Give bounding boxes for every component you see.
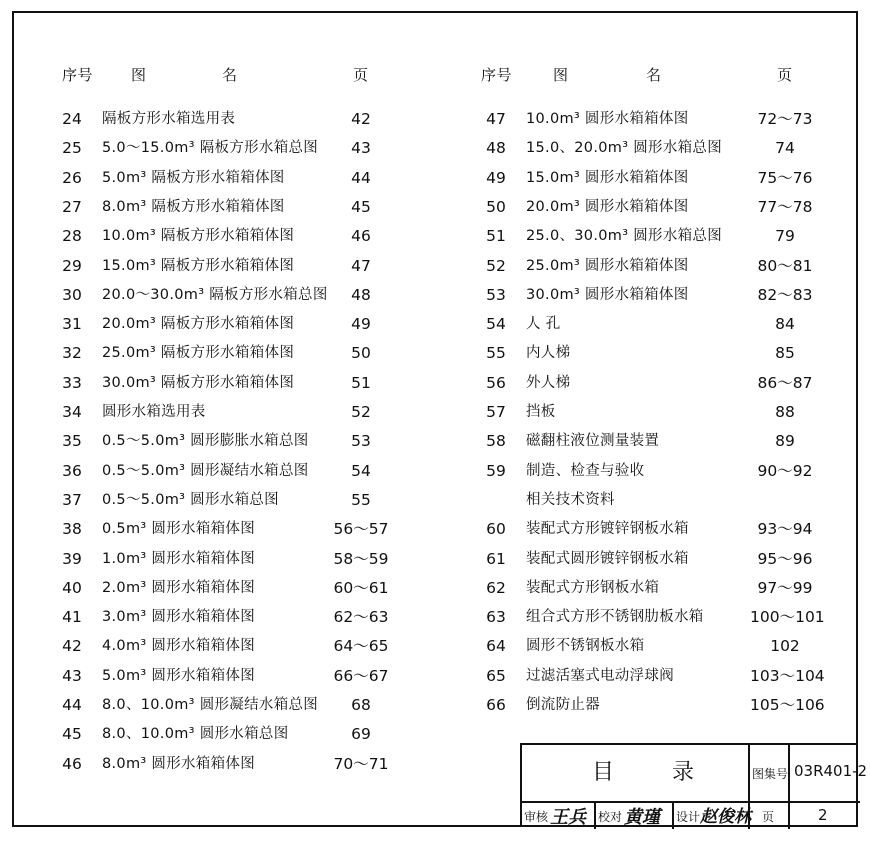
- page-number: 2: [818, 806, 828, 824]
- list-item: [466, 105, 830, 134]
- item-number: 66: [486, 696, 506, 714]
- item-number: 33: [62, 373, 82, 392]
- item-title: 隔板方形水箱选用表: [102, 111, 236, 127]
- item-number: 26: [62, 168, 82, 187]
- item-number: 43: [62, 666, 82, 685]
- list-item: [42, 427, 406, 456]
- item-number: 38: [62, 520, 82, 539]
- item-page: 90～92: [757, 461, 813, 480]
- item-page: 52: [351, 403, 371, 421]
- item-title: 0.5～5.0m³ 圆形水箱总图: [102, 491, 279, 508]
- item-number: 40: [62, 578, 82, 597]
- item-number: 29: [62, 256, 82, 275]
- item-title: 内人梯: [526, 345, 571, 362]
- item-number: 35: [62, 432, 82, 451]
- item-page: 93～94: [757, 520, 813, 539]
- item-page: 48: [351, 285, 371, 304]
- item-title: 4.0m³ 圆形水箱箱体图: [102, 638, 256, 655]
- item-page: 74: [775, 139, 795, 158]
- item-number: 28: [62, 227, 82, 246]
- item-page: 80～81: [757, 256, 813, 275]
- item-number: 64: [486, 637, 506, 656]
- page-label: 页: [762, 810, 775, 824]
- item-number: 27: [62, 197, 82, 216]
- item-page: 102: [770, 637, 800, 656]
- item-number: 59: [486, 461, 506, 480]
- item-title: 0.5～5.0m³ 圆形凝结水箱总图: [102, 462, 309, 479]
- item-number: 49: [486, 168, 506, 187]
- list-item: [466, 281, 830, 310]
- list-item: [466, 222, 830, 251]
- list-item: [466, 310, 830, 339]
- item-number: 36: [62, 461, 82, 480]
- item-number: 46: [62, 754, 82, 773]
- check-label: 校对: [598, 810, 623, 824]
- item-title: 30.0m³ 隔板方形水箱箱体图: [102, 374, 295, 391]
- header-name-b-left: 名: [222, 66, 238, 84]
- item-page: 84: [775, 315, 795, 334]
- item-number: 44: [62, 696, 82, 714]
- item-number: 54: [486, 315, 506, 334]
- item-title: 25.0m³ 隔板方形水箱箱体图: [102, 345, 295, 362]
- list-item: [42, 134, 406, 163]
- item-page: 56～57: [333, 520, 389, 539]
- item-number: 41: [62, 608, 82, 627]
- item-title: 15.0m³ 圆形水箱箱体图: [526, 169, 689, 186]
- item-number: 47: [486, 110, 506, 128]
- item-title: 组合式方形不锈钢肋板水箱: [526, 609, 704, 626]
- item-title: 20.0m³ 圆形水箱箱体图: [526, 198, 689, 215]
- item-page: 64～65: [333, 637, 389, 656]
- item-page: 69: [351, 725, 371, 744]
- item-number: 55: [486, 344, 506, 363]
- review-label: 审核: [524, 810, 549, 824]
- item-title: 10.0m³ 隔板方形水箱箱体图: [102, 228, 295, 245]
- item-title: 圆形水箱选用表: [102, 404, 206, 420]
- item-number: 45: [62, 725, 82, 744]
- list-item: [42, 398, 406, 427]
- item-number: 24: [62, 110, 82, 128]
- item-page: 86～87: [757, 373, 813, 392]
- item-page: 75～76: [757, 168, 813, 187]
- item-title: 30.0m³ 圆形水箱箱体图: [526, 286, 689, 303]
- header-page-left: 页: [353, 66, 369, 84]
- item-title: 25.0m³ 圆形水箱箱体图: [526, 257, 689, 274]
- item-page: 82～83: [757, 285, 813, 304]
- list-item: [42, 369, 406, 398]
- list-item: [42, 662, 406, 691]
- design-label: 设计: [676, 810, 701, 824]
- item-title: 装配式方形镀锌钢板水箱: [526, 521, 689, 538]
- list-item: [42, 193, 406, 222]
- header-seq-left: 序号: [62, 66, 94, 84]
- header-page-right: 页: [777, 66, 793, 84]
- item-title: 5.0m³ 隔板方形水箱箱体图: [102, 169, 285, 186]
- item-number: 53: [486, 285, 506, 304]
- item-number: 51: [486, 227, 506, 246]
- check-signature: 黄瑾: [624, 807, 660, 828]
- item-page: 58～59: [333, 549, 389, 568]
- item-title: 过滤活塞式电动浮球阀: [526, 667, 674, 684]
- list-item: [42, 252, 406, 281]
- list-item: [42, 457, 406, 486]
- item-title: 外人梯: [526, 374, 571, 391]
- list-item: [42, 310, 406, 339]
- item-page: 43: [351, 139, 371, 158]
- item-page: 49: [351, 315, 371, 334]
- item-page: 44: [351, 168, 371, 187]
- item-page: 66～67: [333, 666, 389, 685]
- list-item: [42, 222, 406, 251]
- item-title: 制造、检查与验收: [526, 462, 645, 479]
- list-item: [466, 193, 830, 222]
- item-page: 62～63: [333, 608, 389, 627]
- item-page: 77～78: [757, 197, 813, 216]
- list-item: [42, 486, 406, 515]
- list-item: [466, 164, 830, 193]
- list-item: [42, 603, 406, 632]
- list-item: [466, 574, 830, 603]
- list-item: [466, 369, 830, 398]
- list-item: [42, 632, 406, 661]
- item-number: 58: [486, 432, 506, 451]
- item-number: 39: [62, 549, 82, 568]
- item-page: 100～101: [750, 608, 825, 627]
- item-page: 60～61: [333, 578, 389, 597]
- item-page: 97～99: [757, 578, 813, 597]
- item-number: 65: [486, 666, 506, 685]
- item-number: 56: [486, 373, 506, 392]
- item-page: 79: [775, 227, 795, 246]
- item-title: 2.0m³ 圆形水箱箱体图: [102, 579, 256, 596]
- header-name-b-right: 名: [646, 66, 662, 84]
- item-number: 61: [486, 549, 506, 568]
- item-title: 5.0～15.0m³ 隔板方形水箱总图: [102, 140, 319, 157]
- item-page: 53: [351, 432, 371, 451]
- list-item: [466, 457, 830, 486]
- item-title: 10.0m³ 圆形水箱箱体图: [526, 111, 689, 127]
- item-number: 57: [486, 403, 506, 421]
- item-page: 95～96: [757, 549, 813, 568]
- list-item: [466, 632, 830, 661]
- item-page: 105～106: [750, 696, 825, 714]
- list-item: [466, 662, 830, 691]
- item-page: 88: [775, 403, 795, 421]
- item-page: 42: [351, 110, 371, 128]
- item-number: 37: [62, 490, 82, 509]
- item-page: 51: [351, 373, 371, 392]
- item-page: 54: [351, 461, 371, 480]
- item-page: 72～73: [757, 110, 813, 128]
- item-page: 46: [351, 227, 371, 246]
- item-title: 20.0m³ 隔板方形水箱箱体图: [102, 316, 295, 333]
- list-item: [42, 164, 406, 193]
- list-item: [466, 691, 830, 720]
- item-number: 52: [486, 256, 506, 275]
- list-item: [42, 545, 406, 574]
- item-page: 89: [775, 432, 795, 451]
- item-number: 34: [62, 403, 82, 421]
- title-block: [520, 743, 868, 828]
- list-item: [466, 252, 830, 281]
- list-item: [466, 603, 830, 632]
- list-item: [466, 515, 830, 544]
- item-title: 15.0m³ 隔板方形水箱箱体图: [102, 257, 295, 274]
- item-page: 70～71: [333, 754, 389, 773]
- design-signature: 赵俊林: [700, 807, 751, 827]
- item-title: 15.0、20.0m³ 圆形水箱总图: [526, 140, 723, 157]
- item-number: 32: [62, 344, 82, 363]
- item-title: 1.0m³ 圆形水箱箱体图: [102, 550, 256, 567]
- item-title: 0.5～5.0m³ 圆形膨胀水箱总图: [102, 433, 309, 450]
- item-title: 8.0、10.0m³ 圆形水箱总图: [102, 726, 289, 743]
- atlas-label: 图集号: [752, 767, 789, 781]
- item-page: 47: [351, 256, 371, 275]
- item-title: 8.0m³ 圆形水箱箱体图: [102, 755, 256, 772]
- item-page: 103～104: [750, 666, 825, 685]
- list-item: [466, 427, 830, 456]
- header-seq-right: 序号: [481, 66, 513, 84]
- list-item: [466, 398, 830, 427]
- item-number: 60: [486, 520, 506, 539]
- header-name-a-right: 图: [553, 66, 569, 84]
- list-item: [466, 134, 830, 163]
- item-page: 50: [351, 344, 371, 363]
- item-title: 相关技术资料: [526, 491, 615, 508]
- item-number: 42: [62, 637, 82, 656]
- item-title: 25.0、30.0m³ 圆形水箱总图: [526, 228, 723, 245]
- item-number: 62: [486, 578, 506, 597]
- list-item: [42, 691, 406, 720]
- list-item: [466, 486, 830, 515]
- item-title: 8.0、10.0m³ 圆形凝结水箱总图: [102, 697, 319, 713]
- list-item: [42, 281, 406, 310]
- atlas-number: 03R401-2: [794, 762, 868, 780]
- title-block-title: 目 录: [592, 760, 713, 785]
- item-title: 磁翻柱液位测量装置: [526, 433, 660, 450]
- list-item: [42, 339, 406, 368]
- list-item: [42, 720, 406, 749]
- list-item: [466, 545, 830, 574]
- item-number: 63: [486, 608, 506, 627]
- item-page: 55: [351, 490, 371, 509]
- item-title: 5.0m³ 圆形水箱箱体图: [102, 667, 256, 684]
- item-title: 装配式圆形镀锌钢板水箱: [526, 550, 689, 567]
- list-item: [466, 339, 830, 368]
- item-title: 圆形不锈钢板水箱: [526, 638, 645, 655]
- item-number: 30: [62, 285, 82, 304]
- item-title: 3.0m³ 圆形水箱箱体图: [102, 609, 256, 626]
- item-page: 68: [351, 696, 371, 714]
- list-item: [42, 574, 406, 603]
- header-name-a-left: 图: [131, 66, 147, 84]
- item-number: 25: [62, 139, 82, 158]
- item-number: 31: [62, 315, 82, 334]
- item-title: 装配式方形钢板水箱: [526, 579, 660, 596]
- review-signature: 王兵: [550, 807, 586, 828]
- item-title: 挡板: [526, 404, 556, 420]
- item-page: 45: [351, 197, 371, 216]
- list-item: [42, 105, 406, 134]
- item-title: 倒流防止器: [526, 697, 600, 713]
- item-number: 48: [486, 139, 506, 158]
- list-item: [42, 750, 406, 779]
- item-number: 50: [486, 197, 506, 216]
- item-title: 人 孔: [526, 316, 561, 333]
- item-page: 85: [775, 344, 795, 363]
- item-title: 0.5m³ 圆形水箱箱体图: [102, 521, 256, 538]
- list-item: [42, 515, 406, 544]
- item-title: 20.0～30.0m³ 隔板方形水箱总图: [102, 286, 328, 303]
- item-title: 8.0m³ 隔板方形水箱箱体图: [102, 198, 285, 215]
